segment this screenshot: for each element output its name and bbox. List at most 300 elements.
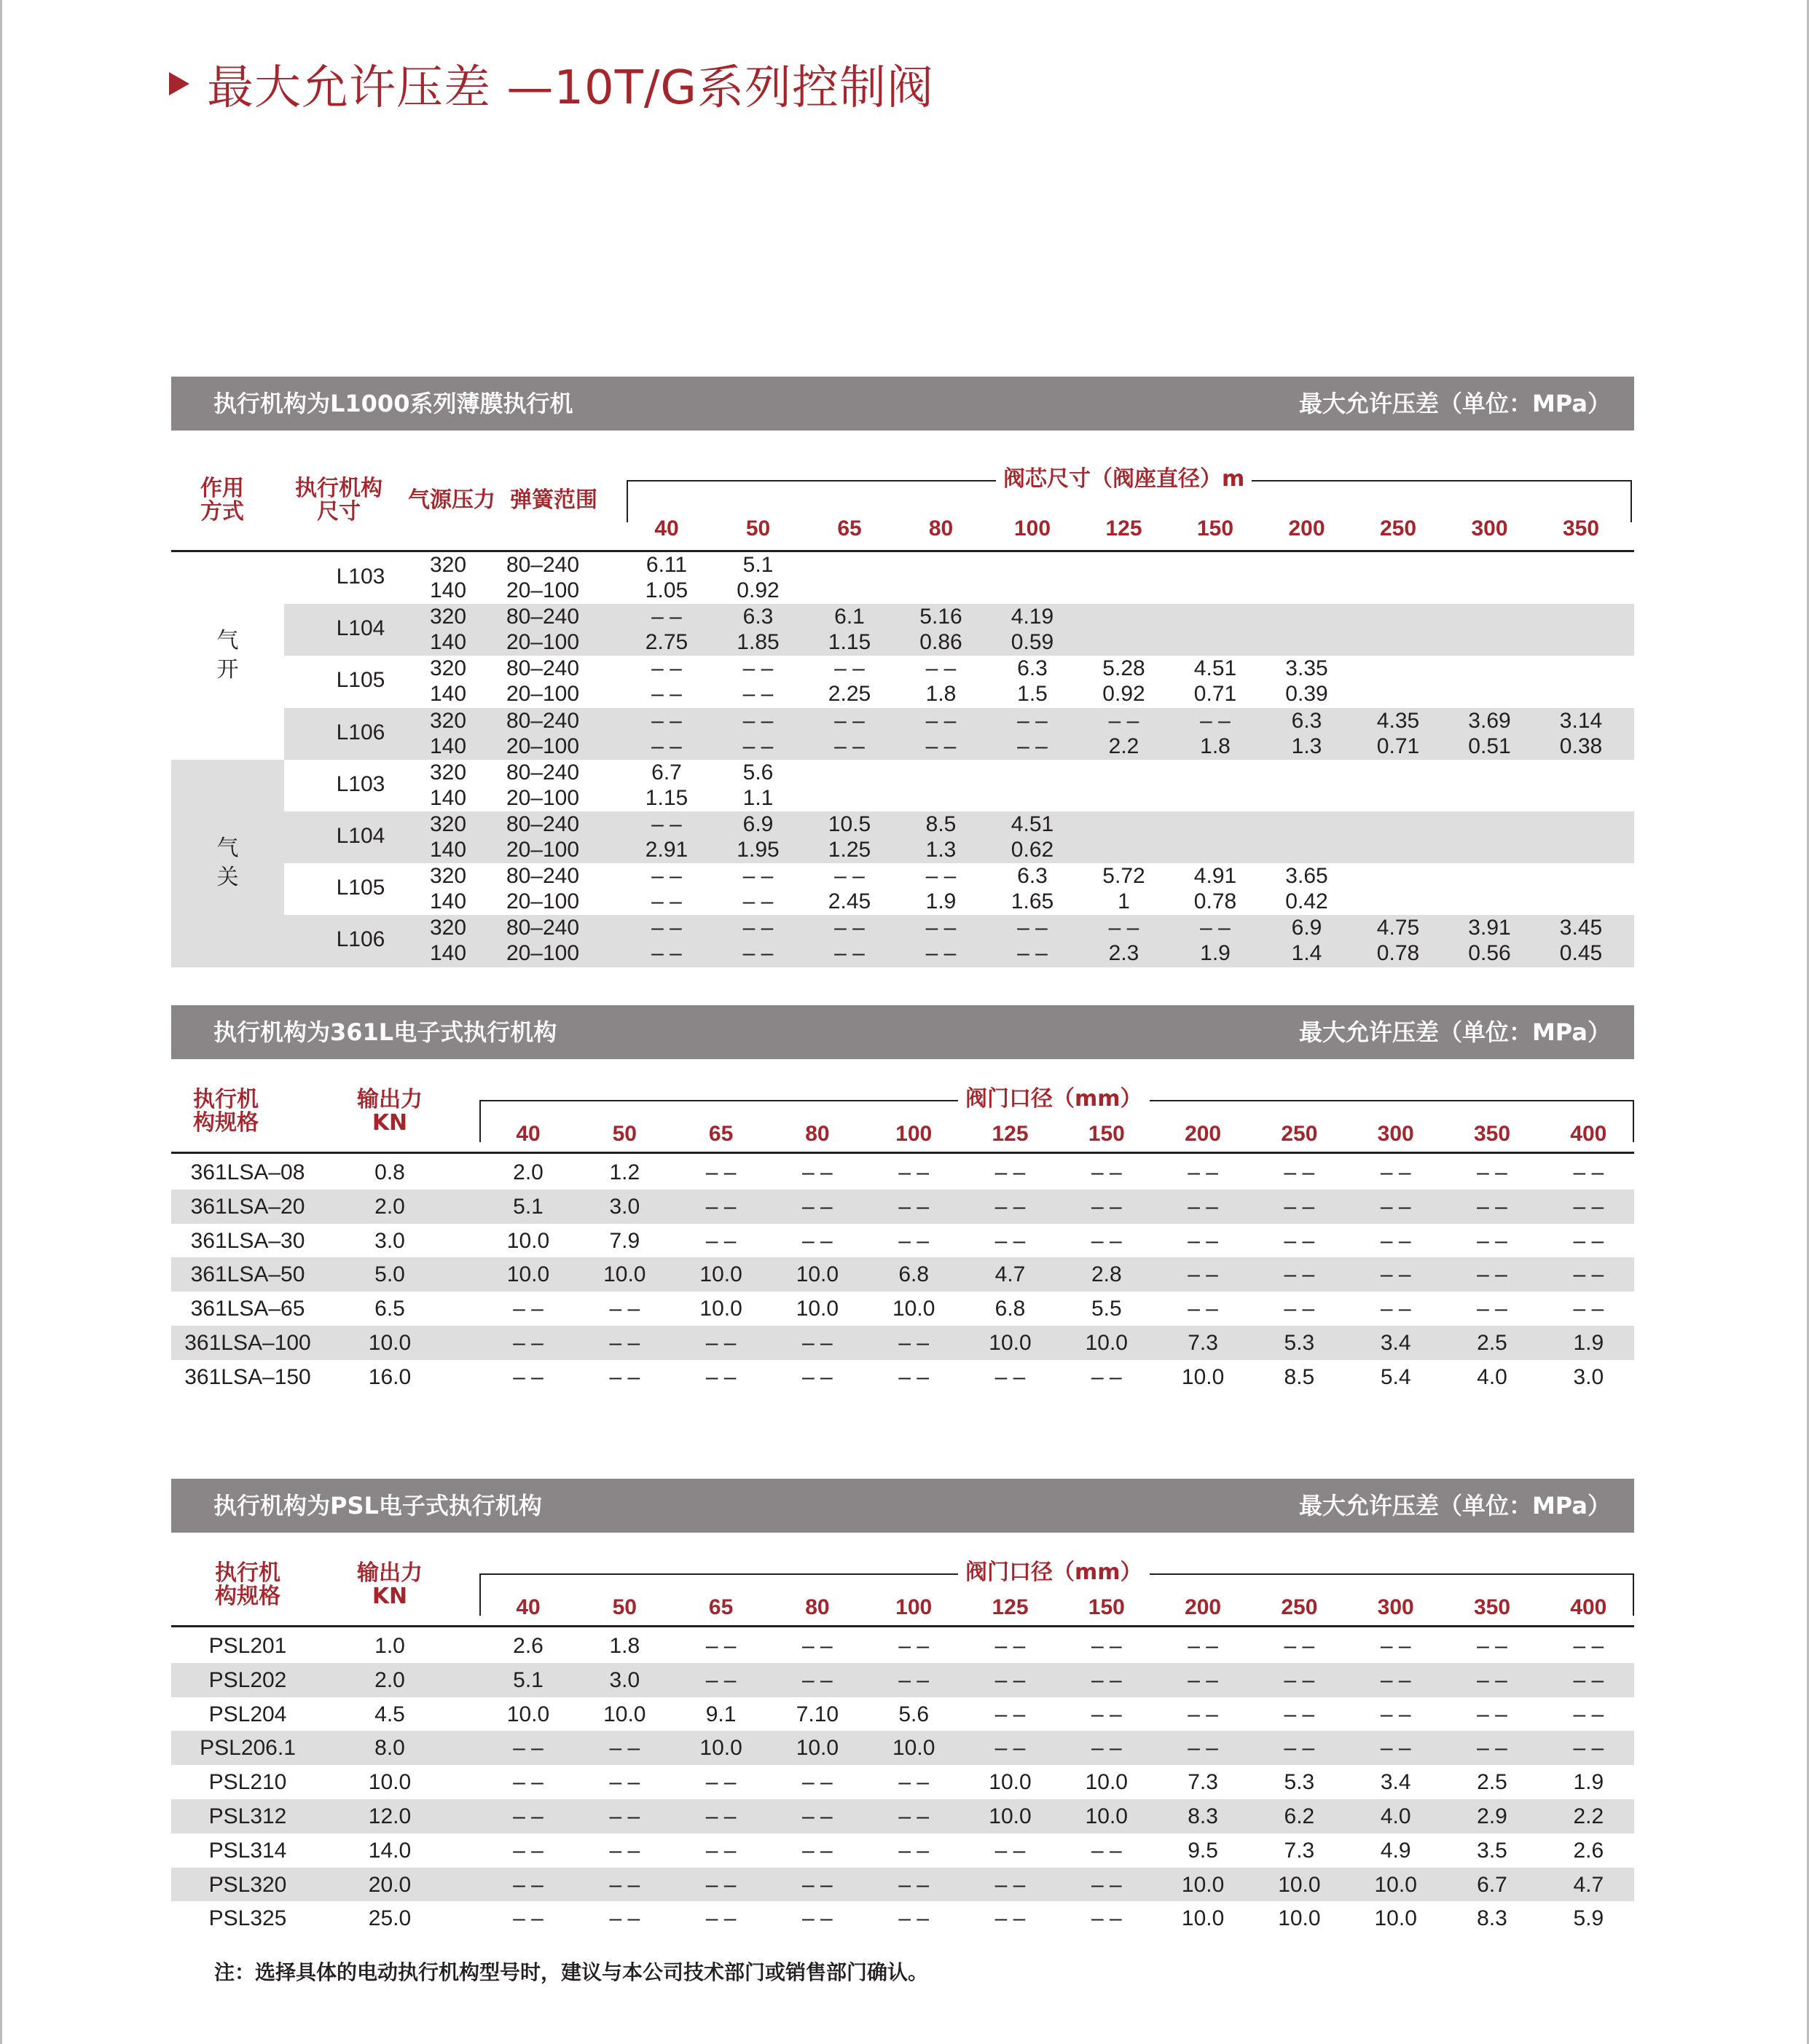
value-cell: – – — [513, 1736, 544, 1761]
header-actuator-spec: 执行机 构规格 — [193, 1087, 259, 1136]
value-cell: – – — [834, 708, 865, 733]
value-cell: 1.05 — [645, 578, 688, 602]
value-cell: – – — [609, 1906, 640, 1931]
value-cell: – – — [705, 1194, 737, 1219]
value-cell: – – — [898, 1194, 930, 1219]
air-pressure: 140 — [429, 682, 467, 707]
air-pressure: 320 — [429, 656, 467, 681]
value-cell: – – — [994, 1872, 1026, 1897]
value-cell: – – — [898, 1634, 930, 1658]
value-cell: 3.91 — [1468, 916, 1511, 940]
value-cell: 0.86 — [919, 630, 962, 655]
value-cell: 2.6 — [1573, 1838, 1604, 1863]
spring-range: 80–240 — [506, 864, 580, 889]
value-cell: – – — [651, 656, 682, 681]
value-cell: – – — [742, 708, 774, 733]
table1-column-header — [171, 431, 1634, 552]
spring-range: 80–240 — [506, 916, 580, 940]
value-cell: – – — [1017, 916, 1048, 940]
value-cell: – – — [651, 941, 682, 966]
air-pressure: 320 — [429, 760, 467, 785]
column-header-40: 40 — [516, 1122, 541, 1146]
value-cell: – – — [898, 1770, 930, 1795]
air-pressure: 320 — [429, 812, 467, 836]
value-cell: – – — [705, 1872, 737, 1897]
group-row-l104 — [284, 811, 1634, 863]
value-cell: – – — [898, 1667, 930, 1692]
value-cell: 0.92 — [737, 578, 780, 602]
value-cell: 3.4 — [1380, 1331, 1411, 1355]
value-cell: – – — [1477, 1634, 1507, 1658]
value-cell: – – — [925, 916, 957, 940]
value-cell: 1.65 — [1011, 889, 1054, 914]
value-cell: 10.0 — [892, 1297, 935, 1321]
spring-range: 20–100 — [506, 734, 580, 758]
page-left-edge — [0, 0, 2, 2044]
table-row — [171, 1326, 1634, 1360]
value-cell: 1.25 — [828, 838, 871, 862]
value-cell: 6.11 — [645, 553, 688, 577]
value-cell: – – — [994, 1667, 1026, 1692]
value-cell: 6.3 — [742, 605, 774, 629]
value-cell: – – — [802, 1194, 833, 1219]
spring-range: 80–240 — [506, 708, 580, 733]
spring-range: 20–100 — [506, 630, 580, 655]
footnote: 注：选择具体的电动执行机构型号时，建议与本公司技术部门或销售部门确认。 — [214, 1960, 929, 1984]
value-cell: 6.2 — [1284, 1804, 1315, 1828]
actuator-spec: 361LSA–30 — [190, 1228, 305, 1253]
value-cell: – – — [994, 1364, 1026, 1389]
table-row — [171, 1224, 1634, 1258]
value-cell: 4.9 — [1380, 1838, 1411, 1863]
value-cell: 2.25 — [828, 682, 871, 707]
value-cell: 0.59 — [1011, 630, 1054, 655]
value-cell: – – — [609, 1770, 640, 1795]
value-cell: 8.3 — [1188, 1804, 1218, 1828]
mode-air-open: 气 开 — [216, 627, 239, 683]
value-cell: – – — [1284, 1228, 1315, 1253]
table1-bar-title: 执行机构为L1000系列薄膜执行机 — [213, 390, 573, 417]
value-cell: 2.0 — [513, 1160, 544, 1184]
header-air-pressure: 气源压力 — [408, 487, 495, 513]
value-cell: 0.51 — [1468, 734, 1511, 758]
value-cell: – – — [1284, 1160, 1315, 1184]
table-row — [171, 1292, 1634, 1326]
value-cell: – – — [802, 1331, 833, 1355]
actuator-size: L105 — [336, 668, 385, 693]
value-cell: – – — [925, 941, 957, 966]
value-cell: 7.3 — [1188, 1770, 1218, 1795]
column-header-300: 300 — [1377, 1122, 1414, 1146]
value-cell: – – — [1284, 1702, 1315, 1726]
value-cell: 9.5 — [1188, 1838, 1218, 1863]
value-cell: – – — [705, 1331, 737, 1355]
value-cell: – – — [898, 1160, 930, 1184]
value-cell: – – — [1380, 1160, 1411, 1184]
value-cell: – – — [994, 1736, 1026, 1761]
value-cell: 10.0 — [989, 1770, 1032, 1795]
value-cell: – – — [898, 1331, 930, 1355]
value-cell: 1.9 — [1200, 941, 1231, 966]
air-pressure: 140 — [429, 734, 467, 758]
column-header-350: 350 — [1562, 516, 1600, 541]
air-pressure: 320 — [429, 916, 467, 940]
group-row-l104 — [284, 604, 1634, 656]
header-actuator-spec: 执行机 构规格 — [215, 1560, 280, 1609]
air-pressure: 140 — [429, 630, 467, 655]
value-cell: – – — [1017, 708, 1048, 733]
value-cell: – – — [925, 656, 957, 681]
value-cell: 10.0 — [796, 1297, 839, 1321]
column-header-80: 80 — [805, 1595, 830, 1619]
value-cell: 10.0 — [506, 1702, 550, 1726]
value-cell: – – — [651, 708, 682, 733]
table2 — [171, 1059, 1634, 1394]
table2-column-header — [171, 1059, 1634, 1154]
value-cell: 2.2 — [1573, 1804, 1604, 1828]
value-cell: 2.5 — [1477, 1770, 1507, 1795]
value-cell: 7.3 — [1188, 1331, 1218, 1355]
value-cell: – – — [1188, 1736, 1218, 1761]
value-cell: – – — [651, 734, 682, 758]
value-cell: – – — [1380, 1297, 1411, 1321]
value-cell: 10.0 — [1085, 1770, 1128, 1795]
value-cell: 1.15 — [645, 785, 688, 810]
output-force: 20.0 — [368, 1872, 412, 1897]
spring-range: 80–240 — [506, 656, 580, 681]
value-cell: 10.0 — [506, 1262, 550, 1287]
actuator-spec: 361LSA–20 — [190, 1194, 305, 1219]
column-header-250: 250 — [1379, 516, 1417, 541]
value-cell: 1.85 — [737, 630, 780, 655]
value-cell: 10.0 — [989, 1804, 1032, 1828]
value-cell: – – — [802, 1770, 833, 1795]
value-cell: – – — [1091, 1160, 1122, 1184]
value-cell: – – — [1380, 1667, 1411, 1692]
column-header-350: 350 — [1473, 1595, 1511, 1619]
table3-bar-unit: 最大允许压差（单位：MPa） — [1298, 1492, 1611, 1520]
actuator-spec: PSL320 — [208, 1872, 287, 1897]
actuator-spec: PSL206.1 — [200, 1736, 296, 1761]
value-cell: 10.0 — [1181, 1906, 1225, 1931]
value-cell: 3.0 — [609, 1194, 640, 1219]
actuator-size: L106 — [336, 720, 385, 744]
value-cell: – – — [705, 1804, 737, 1828]
value-cell: – – — [609, 1736, 640, 1761]
table1 — [171, 431, 1634, 970]
column-header-50: 50 — [612, 1122, 637, 1146]
table-row — [171, 1663, 1634, 1697]
value-cell: 3.5 — [1477, 1838, 1507, 1863]
value-cell: 2.9 — [1477, 1804, 1507, 1828]
value-cell: – – — [1573, 1160, 1604, 1184]
value-cell: – – — [1108, 916, 1139, 940]
spring-range: 20–100 — [506, 889, 580, 914]
value-cell: – – — [1091, 1838, 1122, 1863]
value-cell: – – — [1477, 1160, 1507, 1184]
value-cell: 1.8 — [1200, 734, 1231, 758]
output-force: 5.0 — [374, 1262, 405, 1287]
value-cell: – – — [513, 1331, 544, 1355]
column-header-400: 400 — [1570, 1595, 1607, 1619]
value-cell: 6.8 — [898, 1262, 930, 1287]
value-cell: – – — [705, 1228, 737, 1253]
actuator-spec: PSL201 — [208, 1634, 287, 1658]
value-cell: 1.2 — [609, 1160, 640, 1184]
value-cell: 0.62 — [1011, 838, 1054, 862]
actuator-size: L104 — [336, 616, 385, 641]
column-header-100: 100 — [895, 1595, 933, 1619]
value-cell: – – — [1188, 1297, 1218, 1321]
value-cell: – – — [994, 1634, 1026, 1658]
spring-range: 80–240 — [506, 760, 580, 785]
value-cell: 4.0 — [1380, 1804, 1411, 1828]
output-force: 8.0 — [374, 1736, 405, 1761]
value-cell: – – — [1108, 708, 1139, 733]
value-cell: – – — [1284, 1262, 1315, 1287]
value-cell: – – — [1573, 1228, 1604, 1253]
column-header-125: 125 — [992, 1595, 1029, 1619]
value-cell: – – — [742, 916, 774, 940]
value-cell: – – — [1091, 1228, 1122, 1253]
column-header-300: 300 — [1471, 516, 1508, 541]
value-cell: – – — [1380, 1702, 1411, 1726]
value-cell: – – — [1091, 1634, 1122, 1658]
spring-range: 20–100 — [506, 785, 580, 810]
value-cell: 0.56 — [1468, 941, 1511, 966]
column-header-300: 300 — [1377, 1595, 1414, 1619]
spring-range: 20–100 — [506, 682, 580, 707]
spring-range: 20–100 — [506, 578, 580, 602]
spring-range: 80–240 — [506, 553, 580, 577]
value-cell: 5.72 — [1102, 864, 1145, 889]
output-force: 2.0 — [374, 1667, 405, 1692]
table-row — [171, 1868, 1634, 1902]
value-cell: – – — [994, 1906, 1026, 1931]
header-mode: 作用 方式 — [200, 476, 244, 524]
value-cell: – – — [609, 1838, 640, 1863]
table1-bar-unit: 最大允许压差（单位：MPa） — [1298, 390, 1611, 417]
value-cell: – – — [1284, 1194, 1315, 1219]
value-cell: – – — [1573, 1702, 1604, 1726]
value-cell: 8.5 — [1284, 1364, 1315, 1389]
value-cell: – – — [1091, 1736, 1122, 1761]
column-header-125: 125 — [1105, 516, 1142, 541]
value-cell: – – — [1380, 1634, 1411, 1658]
value-cell: 0.78 — [1193, 889, 1237, 914]
value-cell: 8.3 — [1477, 1906, 1507, 1931]
value-cell: 4.35 — [1376, 708, 1420, 733]
value-cell: – – — [609, 1331, 640, 1355]
group-row-l106 — [284, 915, 1634, 967]
column-header-50: 50 — [745, 516, 771, 541]
column-header-40: 40 — [654, 516, 679, 541]
actuator-size: L104 — [336, 824, 385, 848]
value-cell: 2.2 — [1108, 734, 1139, 758]
spring-range: 20–100 — [506, 838, 580, 862]
value-cell: 10.0 — [989, 1331, 1032, 1355]
value-cell: – – — [609, 1297, 640, 1321]
value-cell: 10.0 — [1181, 1364, 1225, 1389]
value-cell: 0.38 — [1559, 734, 1603, 758]
table-row — [171, 1833, 1634, 1868]
value-cell: 1.5 — [1017, 682, 1048, 707]
value-cell: 5.6 — [742, 760, 774, 785]
value-cell: – – — [1017, 734, 1048, 758]
value-cell: – – — [513, 1364, 544, 1389]
value-cell: – – — [609, 1364, 640, 1389]
value-cell: 4.75 — [1376, 916, 1420, 940]
actuator-spec: PSL204 — [208, 1702, 287, 1726]
value-cell: 1.9 — [925, 889, 957, 914]
air-pressure: 320 — [429, 864, 467, 889]
output-force: 25.0 — [368, 1906, 412, 1931]
value-cell: 2.75 — [645, 630, 688, 655]
value-cell: 4.19 — [1011, 605, 1054, 629]
value-cell: 5.1 — [742, 553, 774, 577]
value-cell: 2.8 — [1091, 1262, 1122, 1287]
value-cell: – – — [802, 1634, 833, 1658]
value-cell: – – — [1380, 1262, 1411, 1287]
table-row — [171, 1629, 1634, 1663]
column-header-65: 65 — [708, 1122, 734, 1146]
page-title — [169, 51, 934, 117]
value-cell: – – — [742, 734, 774, 758]
value-cell: – – — [994, 1160, 1026, 1184]
value-cell: – – — [1200, 708, 1231, 733]
value-cell: – – — [651, 864, 682, 889]
value-cell: – – — [513, 1838, 544, 1863]
actuator-spec: 361LSA–150 — [184, 1364, 311, 1389]
value-cell: 3.69 — [1468, 708, 1511, 733]
value-cell: 2.5 — [1477, 1331, 1507, 1355]
value-cell: 1.3 — [925, 838, 957, 862]
output-force: 3.0 — [374, 1228, 405, 1253]
value-cell: – – — [1017, 941, 1048, 966]
value-cell: 3.35 — [1285, 656, 1328, 681]
output-force: 10.0 — [368, 1331, 412, 1355]
value-cell: 5.1 — [513, 1194, 544, 1219]
value-cell: – – — [1091, 1364, 1122, 1389]
value-cell: – – — [1573, 1194, 1604, 1219]
value-cell: 5.1 — [513, 1667, 544, 1692]
actuator-spec: 361LSA–50 — [190, 1262, 305, 1287]
table2-bar-unit: 最大允许压差（单位：MPa） — [1298, 1018, 1611, 1046]
value-cell: 0.78 — [1376, 941, 1420, 966]
value-cell: – – — [705, 1838, 737, 1863]
value-cell: 5.16 — [919, 605, 962, 629]
value-cell: – – — [1477, 1667, 1507, 1692]
value-cell: 3.4 — [1380, 1770, 1411, 1795]
value-cell: – – — [925, 734, 957, 758]
air-pressure: 140 — [429, 889, 467, 914]
value-cell: – – — [705, 1770, 737, 1795]
value-cell: 10.0 — [1278, 1872, 1321, 1897]
value-cell: 10.0 — [1374, 1872, 1417, 1897]
value-cell: 3.45 — [1559, 916, 1603, 940]
value-cell: – – — [834, 734, 865, 758]
value-cell: 6.3 — [1017, 864, 1048, 889]
output-force: 1.0 — [374, 1634, 405, 1658]
mode-air-close: 气 关 — [216, 835, 239, 890]
value-cell: 10.0 — [603, 1262, 646, 1287]
column-header-100: 100 — [895, 1122, 933, 1146]
table-row — [171, 1360, 1634, 1394]
group-row-l103 — [284, 552, 1634, 604]
air-pressure: 320 — [429, 708, 467, 733]
table-row — [171, 1697, 1634, 1731]
value-cell: – – — [834, 656, 865, 681]
value-cell: – – — [834, 941, 865, 966]
value-cell: 1.8 — [925, 682, 957, 707]
column-header-400: 400 — [1570, 1122, 1607, 1146]
value-cell: – – — [802, 1364, 833, 1389]
value-cell: – – — [1284, 1634, 1315, 1658]
air-pressure: 320 — [429, 553, 467, 577]
value-cell: 2.6 — [513, 1634, 544, 1658]
value-cell: – – — [1477, 1736, 1507, 1761]
value-cell: – – — [834, 916, 865, 940]
value-cell: 5.4 — [1380, 1364, 1411, 1389]
value-cell: 8.5 — [925, 812, 957, 836]
column-header-100: 100 — [1013, 516, 1051, 541]
value-cell: – – — [1284, 1667, 1315, 1692]
value-cell: 10.0 — [603, 1702, 646, 1726]
value-cell: 10.0 — [1085, 1331, 1128, 1355]
value-cell: 6.3 — [1291, 708, 1322, 733]
value-cell: – – — [1477, 1297, 1507, 1321]
value-cell: 6.3 — [1017, 656, 1048, 681]
value-cell: 3.65 — [1285, 864, 1328, 889]
value-cell: 0.71 — [1376, 734, 1420, 758]
actuator-spec: PSL314 — [208, 1838, 287, 1863]
value-cell: – – — [513, 1297, 544, 1321]
value-cell: 1.15 — [828, 630, 871, 655]
value-cell: 5.5 — [1091, 1297, 1122, 1321]
table3-column-header — [171, 1533, 1634, 1627]
valve-diameter-group-title: 阀门口径（mm） — [958, 1087, 1150, 1112]
column-header-150: 150 — [1088, 1122, 1125, 1146]
value-cell: – – — [1200, 916, 1231, 940]
actuator-spec: 361LSA–100 — [184, 1331, 311, 1355]
table3-bar-title: 执行机构为PSL电子式执行机构 — [213, 1492, 542, 1520]
header-actuator-size: 执行机构 尺寸 — [295, 476, 382, 524]
value-cell: 6.7 — [651, 760, 682, 785]
value-cell: – – — [705, 1364, 737, 1389]
value-cell: – – — [1284, 1736, 1315, 1761]
table3 — [171, 1533, 1634, 1941]
value-cell: 5.3 — [1284, 1331, 1315, 1355]
value-cell: 3.0 — [1573, 1364, 1604, 1389]
value-cell: – – — [925, 708, 957, 733]
value-cell: – – — [705, 1160, 737, 1184]
table2-bar-title: 执行机构为361L电子式执行机构 — [213, 1018, 557, 1046]
value-cell: – – — [742, 682, 774, 707]
column-header-250: 250 — [1281, 1122, 1318, 1146]
value-cell: – – — [1573, 1634, 1604, 1658]
value-cell: – – — [898, 1364, 930, 1389]
value-cell: – – — [742, 941, 774, 966]
output-force: 4.5 — [374, 1702, 405, 1726]
value-cell: 6.1 — [834, 605, 865, 629]
group-row-l106 — [284, 708, 1634, 760]
value-cell: – – — [1573, 1736, 1604, 1761]
value-cell: – – — [1091, 1194, 1122, 1219]
value-cell: – – — [1188, 1702, 1218, 1726]
value-cell: – – — [1477, 1194, 1507, 1219]
value-cell: – – — [1188, 1262, 1218, 1287]
value-cell: – – — [1573, 1262, 1604, 1287]
